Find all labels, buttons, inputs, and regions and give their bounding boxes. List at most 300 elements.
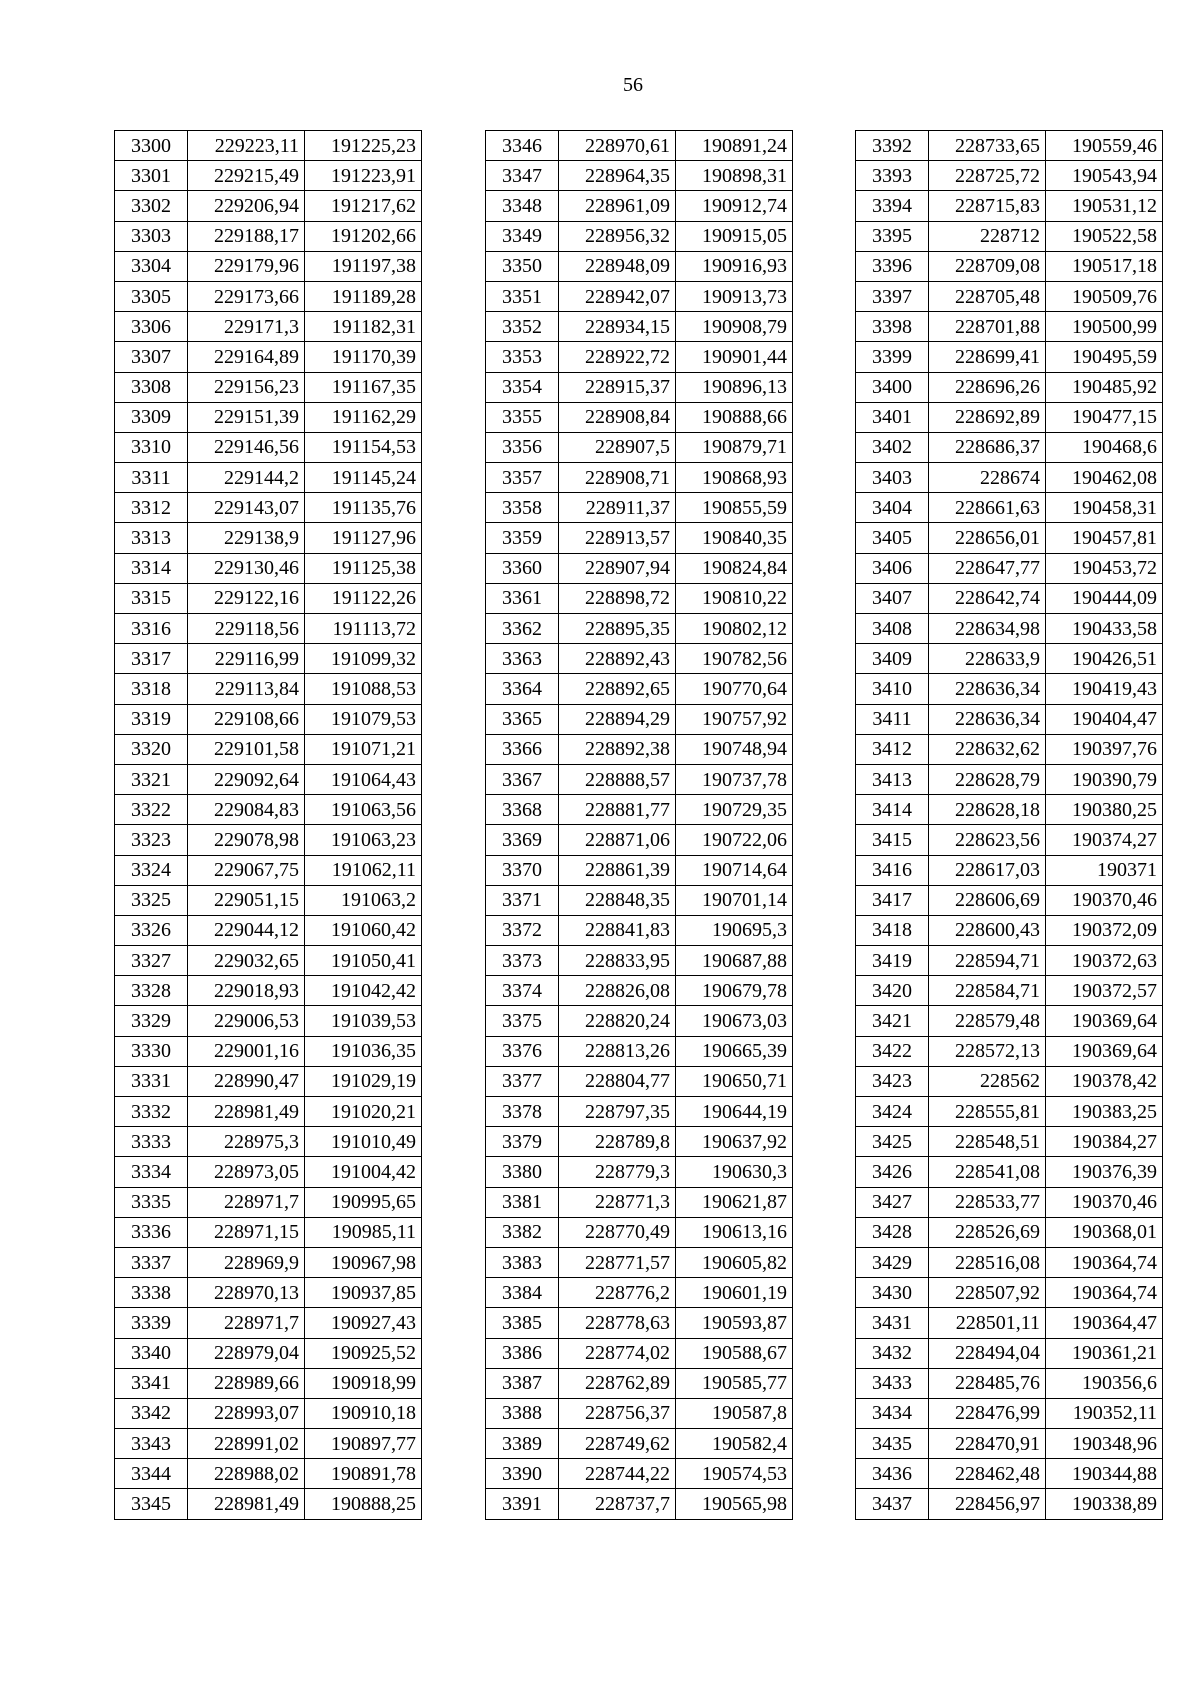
table-row — [486, 1187, 793, 1217]
point-number-cell: 3344 — [115, 1459, 188, 1489]
x-coordinate-cell: 228988,02 — [188, 1459, 305, 1489]
y-coordinate-cell: 190517,18 — [1046, 251, 1163, 281]
y-coordinate-cell: 190495,59 — [1046, 342, 1163, 372]
point-number-cell: 3434 — [856, 1398, 929, 1428]
x-coordinate-cell: 228971,7 — [188, 1187, 305, 1217]
y-coordinate-cell: 190372,57 — [1046, 976, 1163, 1006]
table-row — [486, 915, 793, 945]
x-coordinate-cell: 228993,07 — [188, 1398, 305, 1428]
table-row — [856, 1066, 1163, 1096]
point-number-cell: 3358 — [486, 493, 559, 523]
table-row — [486, 342, 793, 372]
table-row — [486, 553, 793, 583]
y-coordinate-cell: 190695,3 — [676, 915, 793, 945]
x-coordinate-cell: 228813,26 — [559, 1036, 676, 1066]
table-row — [856, 463, 1163, 493]
point-number-cell: 3352 — [486, 312, 559, 342]
x-coordinate-cell: 228456,97 — [929, 1489, 1046, 1519]
y-coordinate-cell: 191167,35 — [305, 372, 422, 402]
x-coordinate-cell: 228848,35 — [559, 885, 676, 915]
y-coordinate-cell: 190687,88 — [676, 946, 793, 976]
point-number-cell: 3342 — [115, 1398, 188, 1428]
x-coordinate-cell: 229044,12 — [188, 915, 305, 945]
point-number-cell: 3343 — [115, 1429, 188, 1459]
table-row — [486, 191, 793, 221]
x-coordinate-cell: 228606,69 — [929, 885, 1046, 915]
y-coordinate-cell: 190509,76 — [1046, 281, 1163, 311]
point-number-cell: 3363 — [486, 644, 559, 674]
point-number-cell: 3335 — [115, 1187, 188, 1217]
table-row — [115, 493, 422, 523]
table-row — [486, 1036, 793, 1066]
point-number-cell: 3415 — [856, 825, 929, 855]
y-coordinate-cell: 191071,21 — [305, 734, 422, 764]
table-row — [486, 432, 793, 462]
point-number-cell: 3339 — [115, 1308, 188, 1338]
table-row — [115, 1429, 422, 1459]
point-number-cell: 3409 — [856, 644, 929, 674]
y-coordinate-cell: 191182,31 — [305, 312, 422, 342]
y-coordinate-cell: 191154,53 — [305, 432, 422, 462]
point-number-cell: 3330 — [115, 1036, 188, 1066]
point-number-cell: 3378 — [486, 1097, 559, 1127]
x-coordinate-cell: 228908,71 — [559, 463, 676, 493]
table-row — [856, 855, 1163, 885]
y-coordinate-cell: 190637,92 — [676, 1127, 793, 1157]
y-coordinate-cell: 190582,4 — [676, 1429, 793, 1459]
table-row — [115, 855, 422, 885]
point-number-cell: 3360 — [486, 553, 559, 583]
point-number-cell: 3391 — [486, 1489, 559, 1519]
y-coordinate-cell: 190679,78 — [676, 976, 793, 1006]
y-coordinate-cell: 191020,21 — [305, 1097, 422, 1127]
table-row — [115, 1368, 422, 1398]
x-coordinate-cell: 228797,35 — [559, 1097, 676, 1127]
table-row — [115, 704, 422, 734]
table-row — [486, 281, 793, 311]
y-coordinate-cell: 190912,74 — [676, 191, 793, 221]
table-row — [115, 583, 422, 613]
point-number-cell: 3345 — [115, 1489, 188, 1519]
x-coordinate-cell: 228562 — [929, 1066, 1046, 1096]
y-coordinate-cell: 191223,91 — [305, 161, 422, 191]
point-number-cell: 3388 — [486, 1398, 559, 1428]
point-number-cell: 3401 — [856, 402, 929, 432]
x-coordinate-cell: 228861,39 — [559, 855, 676, 885]
x-coordinate-cell: 228908,84 — [559, 402, 676, 432]
x-coordinate-cell: 228915,37 — [559, 372, 676, 402]
table-row — [115, 1217, 422, 1247]
table-row — [856, 1489, 1163, 1519]
y-coordinate-cell: 190824,84 — [676, 553, 793, 583]
point-number-cell: 3371 — [486, 885, 559, 915]
table-row — [486, 1247, 793, 1277]
x-coordinate-cell: 228820,24 — [559, 1006, 676, 1036]
x-coordinate-cell: 228462,48 — [929, 1459, 1046, 1489]
point-number-cell: 3356 — [486, 432, 559, 462]
y-coordinate-cell: 191122,26 — [305, 583, 422, 613]
y-coordinate-cell: 190916,93 — [676, 251, 793, 281]
point-number-cell: 3398 — [856, 312, 929, 342]
point-number-cell: 3301 — [115, 161, 188, 191]
y-coordinate-cell: 190574,53 — [676, 1459, 793, 1489]
x-coordinate-cell: 229084,83 — [188, 795, 305, 825]
table-row — [115, 1308, 422, 1338]
y-coordinate-cell: 190477,15 — [1046, 402, 1163, 432]
table-row — [115, 1097, 422, 1127]
x-coordinate-cell: 228701,88 — [929, 312, 1046, 342]
x-coordinate-cell: 229122,16 — [188, 583, 305, 613]
y-coordinate-cell: 190985,11 — [305, 1217, 422, 1247]
y-coordinate-cell: 191170,39 — [305, 342, 422, 372]
point-number-cell: 3305 — [115, 281, 188, 311]
table-row — [486, 704, 793, 734]
point-number-cell: 3334 — [115, 1157, 188, 1187]
table-row — [486, 946, 793, 976]
x-coordinate-cell: 229223,11 — [188, 131, 305, 161]
point-number-cell: 3421 — [856, 1006, 929, 1036]
table-row — [115, 463, 422, 493]
x-coordinate-cell: 229108,66 — [188, 704, 305, 734]
y-coordinate-cell: 190714,64 — [676, 855, 793, 885]
point-number-cell: 3308 — [115, 372, 188, 402]
table-row — [115, 976, 422, 1006]
y-coordinate-cell: 191113,72 — [305, 614, 422, 644]
point-number-cell: 3372 — [486, 915, 559, 945]
x-coordinate-cell: 228826,08 — [559, 976, 676, 1006]
x-coordinate-cell: 229116,99 — [188, 644, 305, 674]
point-number-cell: 3348 — [486, 191, 559, 221]
x-coordinate-cell: 228705,48 — [929, 281, 1046, 311]
x-coordinate-cell: 228770,49 — [559, 1217, 676, 1247]
y-coordinate-cell: 191063,23 — [305, 825, 422, 855]
x-coordinate-cell: 228634,98 — [929, 614, 1046, 644]
y-coordinate-cell: 190782,56 — [676, 644, 793, 674]
x-coordinate-cell: 228656,01 — [929, 523, 1046, 553]
table-row — [856, 885, 1163, 915]
point-number-cell: 3361 — [486, 583, 559, 613]
y-coordinate-cell: 190372,63 — [1046, 946, 1163, 976]
y-coordinate-cell: 190376,39 — [1046, 1157, 1163, 1187]
table-row — [856, 1338, 1163, 1368]
y-coordinate-cell: 191042,42 — [305, 976, 422, 1006]
table-row — [115, 734, 422, 764]
x-coordinate-cell: 228779,3 — [559, 1157, 676, 1187]
x-coordinate-cell: 228709,08 — [929, 251, 1046, 281]
x-coordinate-cell: 228956,32 — [559, 221, 676, 251]
x-coordinate-cell: 228744,22 — [559, 1459, 676, 1489]
table-row — [115, 402, 422, 432]
x-coordinate-cell: 229156,23 — [188, 372, 305, 402]
coordinates-table-3 — [855, 130, 1163, 1520]
y-coordinate-cell: 190368,01 — [1046, 1217, 1163, 1247]
y-coordinate-cell: 191088,53 — [305, 674, 422, 704]
x-coordinate-cell: 228888,57 — [559, 764, 676, 794]
x-coordinate-cell: 229078,98 — [188, 825, 305, 855]
x-coordinate-cell: 229188,17 — [188, 221, 305, 251]
table-row — [115, 221, 422, 251]
y-coordinate-cell: 190737,78 — [676, 764, 793, 794]
x-coordinate-cell: 229138,9 — [188, 523, 305, 553]
point-number-cell: 3408 — [856, 614, 929, 644]
x-coordinate-cell: 229101,58 — [188, 734, 305, 764]
x-coordinate-cell: 228973,05 — [188, 1157, 305, 1187]
table-row — [856, 523, 1163, 553]
y-coordinate-cell: 190840,35 — [676, 523, 793, 553]
point-number-cell: 3346 — [486, 131, 559, 161]
y-coordinate-cell: 191060,42 — [305, 915, 422, 945]
table-row — [486, 1127, 793, 1157]
point-number-cell: 3311 — [115, 463, 188, 493]
table-row — [486, 1157, 793, 1187]
point-number-cell: 3381 — [486, 1187, 559, 1217]
point-number-cell: 3351 — [486, 281, 559, 311]
x-coordinate-cell: 229146,56 — [188, 432, 305, 462]
x-coordinate-cell: 228533,77 — [929, 1187, 1046, 1217]
x-coordinate-cell: 229179,96 — [188, 251, 305, 281]
x-coordinate-cell: 228961,09 — [559, 191, 676, 221]
y-coordinate-cell: 190967,98 — [305, 1247, 422, 1277]
table-row — [115, 825, 422, 855]
point-number-cell: 3300 — [115, 131, 188, 161]
table-row — [115, 1459, 422, 1489]
point-number-cell: 3396 — [856, 251, 929, 281]
table-row — [486, 1429, 793, 1459]
table-row — [856, 1127, 1163, 1157]
x-coordinate-cell: 229130,46 — [188, 553, 305, 583]
table-row — [856, 372, 1163, 402]
table-row — [115, 553, 422, 583]
table-row — [856, 1308, 1163, 1338]
x-coordinate-cell: 228778,63 — [559, 1308, 676, 1338]
point-number-cell: 3427 — [856, 1187, 929, 1217]
point-number-cell: 3429 — [856, 1247, 929, 1277]
table-row — [115, 946, 422, 976]
point-number-cell: 3315 — [115, 583, 188, 613]
y-coordinate-cell: 190444,09 — [1046, 583, 1163, 613]
table-row — [115, 191, 422, 221]
y-coordinate-cell: 190757,92 — [676, 704, 793, 734]
table-row — [115, 1489, 422, 1519]
point-number-cell: 3328 — [115, 976, 188, 1006]
table-row — [856, 976, 1163, 1006]
x-coordinate-cell: 228636,34 — [929, 704, 1046, 734]
table-row — [486, 674, 793, 704]
table-row — [856, 614, 1163, 644]
y-coordinate-cell: 190915,05 — [676, 221, 793, 251]
table-row — [486, 221, 793, 251]
x-coordinate-cell: 228895,35 — [559, 614, 676, 644]
table-row — [856, 734, 1163, 764]
table-row — [115, 1398, 422, 1428]
table-row — [856, 1247, 1163, 1277]
x-coordinate-cell: 228594,71 — [929, 946, 1046, 976]
table-row — [486, 764, 793, 794]
table-row — [115, 1338, 422, 1368]
x-coordinate-cell: 228628,18 — [929, 795, 1046, 825]
x-coordinate-cell: 228989,66 — [188, 1368, 305, 1398]
table-row — [486, 614, 793, 644]
table-row — [856, 402, 1163, 432]
point-number-cell: 3340 — [115, 1338, 188, 1368]
x-coordinate-cell: 228981,49 — [188, 1097, 305, 1127]
x-coordinate-cell: 228555,81 — [929, 1097, 1046, 1127]
x-coordinate-cell: 229067,75 — [188, 855, 305, 885]
x-coordinate-cell: 228632,62 — [929, 734, 1046, 764]
point-number-cell: 3379 — [486, 1127, 559, 1157]
point-number-cell: 3314 — [115, 553, 188, 583]
point-number-cell: 3397 — [856, 281, 929, 311]
x-coordinate-cell: 228737,7 — [559, 1489, 676, 1519]
y-coordinate-cell: 191063,56 — [305, 795, 422, 825]
x-coordinate-cell: 228617,03 — [929, 855, 1046, 885]
table-row — [486, 251, 793, 281]
x-coordinate-cell: 229215,49 — [188, 161, 305, 191]
point-number-cell: 3390 — [486, 1459, 559, 1489]
table-row — [856, 1368, 1163, 1398]
table-row — [856, 1036, 1163, 1066]
y-coordinate-cell: 190673,03 — [676, 1006, 793, 1036]
coordinates-table-2 — [485, 130, 793, 1520]
y-coordinate-cell: 191064,43 — [305, 764, 422, 794]
table-row — [856, 915, 1163, 945]
y-coordinate-cell: 190908,79 — [676, 312, 793, 342]
x-coordinate-cell: 228913,57 — [559, 523, 676, 553]
point-number-cell: 3357 — [486, 463, 559, 493]
point-number-cell: 3407 — [856, 583, 929, 613]
table-row — [486, 1368, 793, 1398]
table-row — [486, 493, 793, 523]
table-row — [856, 1459, 1163, 1489]
y-coordinate-cell: 191029,19 — [305, 1066, 422, 1096]
y-coordinate-cell: 191079,53 — [305, 704, 422, 734]
table-row — [115, 614, 422, 644]
x-coordinate-cell: 228647,77 — [929, 553, 1046, 583]
table-row — [115, 1157, 422, 1187]
table-row — [115, 764, 422, 794]
point-number-cell: 3432 — [856, 1338, 929, 1368]
point-number-cell: 3433 — [856, 1368, 929, 1398]
y-coordinate-cell: 190910,18 — [305, 1398, 422, 1428]
point-number-cell: 3369 — [486, 825, 559, 855]
point-number-cell: 3370 — [486, 855, 559, 885]
x-coordinate-cell: 228516,08 — [929, 1247, 1046, 1277]
point-number-cell: 3313 — [115, 523, 188, 553]
x-coordinate-cell: 228894,29 — [559, 704, 676, 734]
x-coordinate-cell: 228674 — [929, 463, 1046, 493]
y-coordinate-cell: 190644,19 — [676, 1097, 793, 1127]
y-coordinate-cell: 190453,72 — [1046, 553, 1163, 583]
x-coordinate-cell: 229032,65 — [188, 946, 305, 976]
y-coordinate-cell: 190621,87 — [676, 1187, 793, 1217]
table-row — [115, 342, 422, 372]
table-row — [115, 885, 422, 915]
x-coordinate-cell: 228934,15 — [559, 312, 676, 342]
point-number-cell: 3377 — [486, 1066, 559, 1096]
point-number-cell: 3306 — [115, 312, 188, 342]
y-coordinate-cell: 190500,99 — [1046, 312, 1163, 342]
table-row — [486, 1308, 793, 1338]
y-coordinate-cell: 190918,99 — [305, 1368, 422, 1398]
y-coordinate-cell: 191225,23 — [305, 131, 422, 161]
table-row — [115, 674, 422, 704]
x-coordinate-cell: 228642,74 — [929, 583, 1046, 613]
x-coordinate-cell: 228712 — [929, 221, 1046, 251]
y-coordinate-cell: 191145,24 — [305, 463, 422, 493]
x-coordinate-cell: 228579,48 — [929, 1006, 1046, 1036]
table-row — [486, 372, 793, 402]
x-coordinate-cell: 229113,84 — [188, 674, 305, 704]
point-number-cell: 3319 — [115, 704, 188, 734]
x-coordinate-cell: 229051,15 — [188, 885, 305, 915]
point-number-cell: 3336 — [115, 1217, 188, 1247]
y-coordinate-cell: 190925,52 — [305, 1338, 422, 1368]
point-number-cell: 3380 — [486, 1157, 559, 1187]
x-coordinate-cell: 228789,8 — [559, 1127, 676, 1157]
x-coordinate-cell: 228871,06 — [559, 825, 676, 855]
point-number-cell: 3436 — [856, 1459, 929, 1489]
point-number-cell: 3395 — [856, 221, 929, 251]
point-number-cell: 3399 — [856, 342, 929, 372]
point-number-cell: 3329 — [115, 1006, 188, 1036]
y-coordinate-cell: 190458,31 — [1046, 493, 1163, 523]
x-coordinate-cell: 228548,51 — [929, 1127, 1046, 1157]
y-coordinate-cell: 191197,38 — [305, 251, 422, 281]
y-coordinate-cell: 191036,35 — [305, 1036, 422, 1066]
y-coordinate-cell: 190585,77 — [676, 1368, 793, 1398]
x-coordinate-cell: 228907,5 — [559, 432, 676, 462]
point-number-cell: 3392 — [856, 131, 929, 161]
table-row — [115, 523, 422, 553]
x-coordinate-cell: 228771,57 — [559, 1247, 676, 1277]
x-coordinate-cell: 228971,7 — [188, 1308, 305, 1338]
x-coordinate-cell: 228964,35 — [559, 161, 676, 191]
y-coordinate-cell: 190888,66 — [676, 402, 793, 432]
x-coordinate-cell: 228584,71 — [929, 976, 1046, 1006]
point-number-cell: 3310 — [115, 432, 188, 462]
page-number: 56 — [623, 74, 643, 96]
table-row — [115, 1278, 422, 1308]
y-coordinate-cell: 190770,64 — [676, 674, 793, 704]
table-row — [486, 795, 793, 825]
x-coordinate-cell: 228991,02 — [188, 1429, 305, 1459]
y-coordinate-cell: 191010,49 — [305, 1127, 422, 1157]
y-coordinate-cell: 190888,25 — [305, 1489, 422, 1519]
point-number-cell: 3324 — [115, 855, 188, 885]
y-coordinate-cell: 191127,96 — [305, 523, 422, 553]
y-coordinate-cell: 190913,73 — [676, 281, 793, 311]
x-coordinate-cell: 228841,83 — [559, 915, 676, 945]
table-row — [115, 1006, 422, 1036]
table-row — [856, 281, 1163, 311]
table-row — [856, 1187, 1163, 1217]
y-coordinate-cell: 190433,58 — [1046, 614, 1163, 644]
point-number-cell: 3437 — [856, 1489, 929, 1519]
y-coordinate-cell: 190559,46 — [1046, 131, 1163, 161]
y-coordinate-cell: 191039,53 — [305, 1006, 422, 1036]
table-row — [856, 644, 1163, 674]
point-number-cell: 3414 — [856, 795, 929, 825]
y-coordinate-cell: 190338,89 — [1046, 1489, 1163, 1519]
point-number-cell: 3321 — [115, 764, 188, 794]
point-number-cell: 3412 — [856, 734, 929, 764]
point-number-cell: 3353 — [486, 342, 559, 372]
y-coordinate-cell: 191099,32 — [305, 644, 422, 674]
x-coordinate-cell: 228756,37 — [559, 1398, 676, 1428]
y-coordinate-cell: 190748,94 — [676, 734, 793, 764]
y-coordinate-cell: 190361,21 — [1046, 1338, 1163, 1368]
table-row — [115, 432, 422, 462]
